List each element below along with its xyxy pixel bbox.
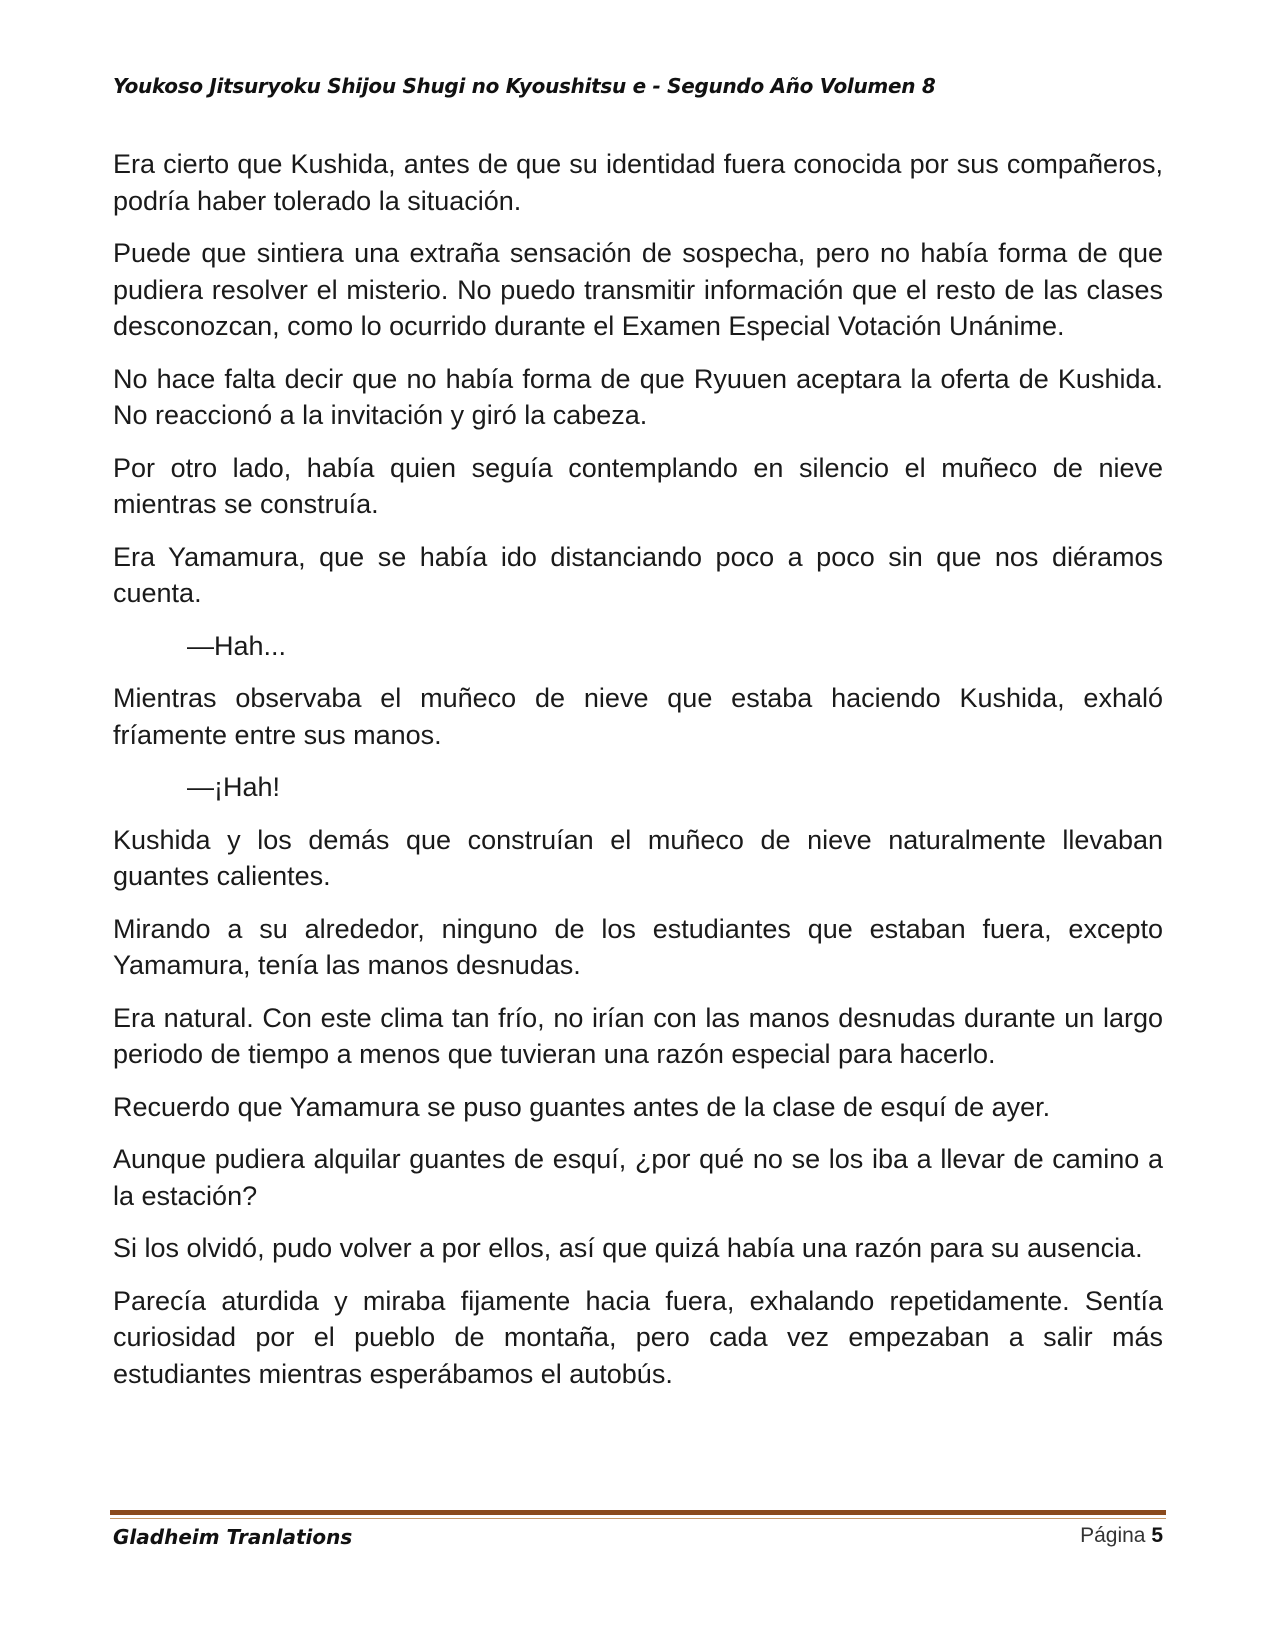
page-number-value: 5 [1151,1524,1163,1547]
paragraph: Aunque pudiera alquilar guantes de esquí, ¿por qué no se los iba a llevar de camino a la estación? [113,1144,1163,1211]
paragraph: Era cierto que Kushida, antes de que su identidad fuera conocida por sus compañeros, podría haber tolerado la situación. [113,149,1163,216]
page-number [1080,1524,1163,1548]
page-body [113,146,1163,1408]
paragraph: Era Yamamura, que se había ido distanciando poco a poco sin que nos diéramos cuenta. [113,541,1163,608]
paragraph: Puede que sintiera una extraña sensación de sospecha, pero no había forma de que pudiera resolver el misterio. No puedo transmitir información que el resto de las clases desconozcan, como lo ocurrido durante el Examen Especial Votación Unánime. [113,238,1163,341]
paragraph: Era natural. Con este clima tan frío, no irían con las manos desnudas durante un largo periodo de tiempo a menos que tuvieran una razón especial para hacerlo. [113,1002,1163,1069]
paragraph: Mirando a su alrededor, ninguno de los estudiantes que estaban fuera, excepto Yamamura, tenía las manos desnudas. [113,913,1163,980]
paragraph: No hace falta decir que no había forma de que Ryuuen aceptara la oferta de Kushida. No reaccionó a la invitación y giró la cabeza. [113,363,1163,430]
footer-divider-thin [110,1518,1166,1519]
paragraph: Parecía aturdida y miraba fijamente hacia fuera, exhalando repetidamente. Sentía curiosidad por el pueblo de montaña, pero cada vez empezaban a salir más estudiantes mientras esperábamos el autobús. [113,1285,1163,1389]
footer-divider [110,1510,1166,1515]
page-label: Página [1080,1524,1146,1547]
paragraph: Kushida y los demás que construían el muñeco de nieve naturalmente llevaban guantes calientes. [113,824,1163,891]
dialogue-line: —¡Hah! [187,772,281,802]
paragraph: Mientras observaba el muñeco de nieve que estaba haciendo Kushida, exhaló fríamente entre sus manos. [113,683,1163,750]
dialogue-line: —Hah... [187,630,287,661]
footer-credit: Gladheim Tranlations [113,1525,353,1549]
paragraph: Si los olvidó, pudo volver a por ellos, así que quizá había una razón para su ausencia. [113,1233,1143,1263]
running-header: Youkoso Jitsuryoku Shijou Shugi no Kyoushitsu e - Segundo Año Volumen 8 [113,74,936,98]
paragraph: Recuerdo que Yamamura se puso guantes antes de la clase de esquí de ayer. [113,1091,1051,1122]
paragraph: Por otro lado, había quien seguía contemplando en silencio el muñeco de nieve mientras se construía. [113,452,1163,519]
